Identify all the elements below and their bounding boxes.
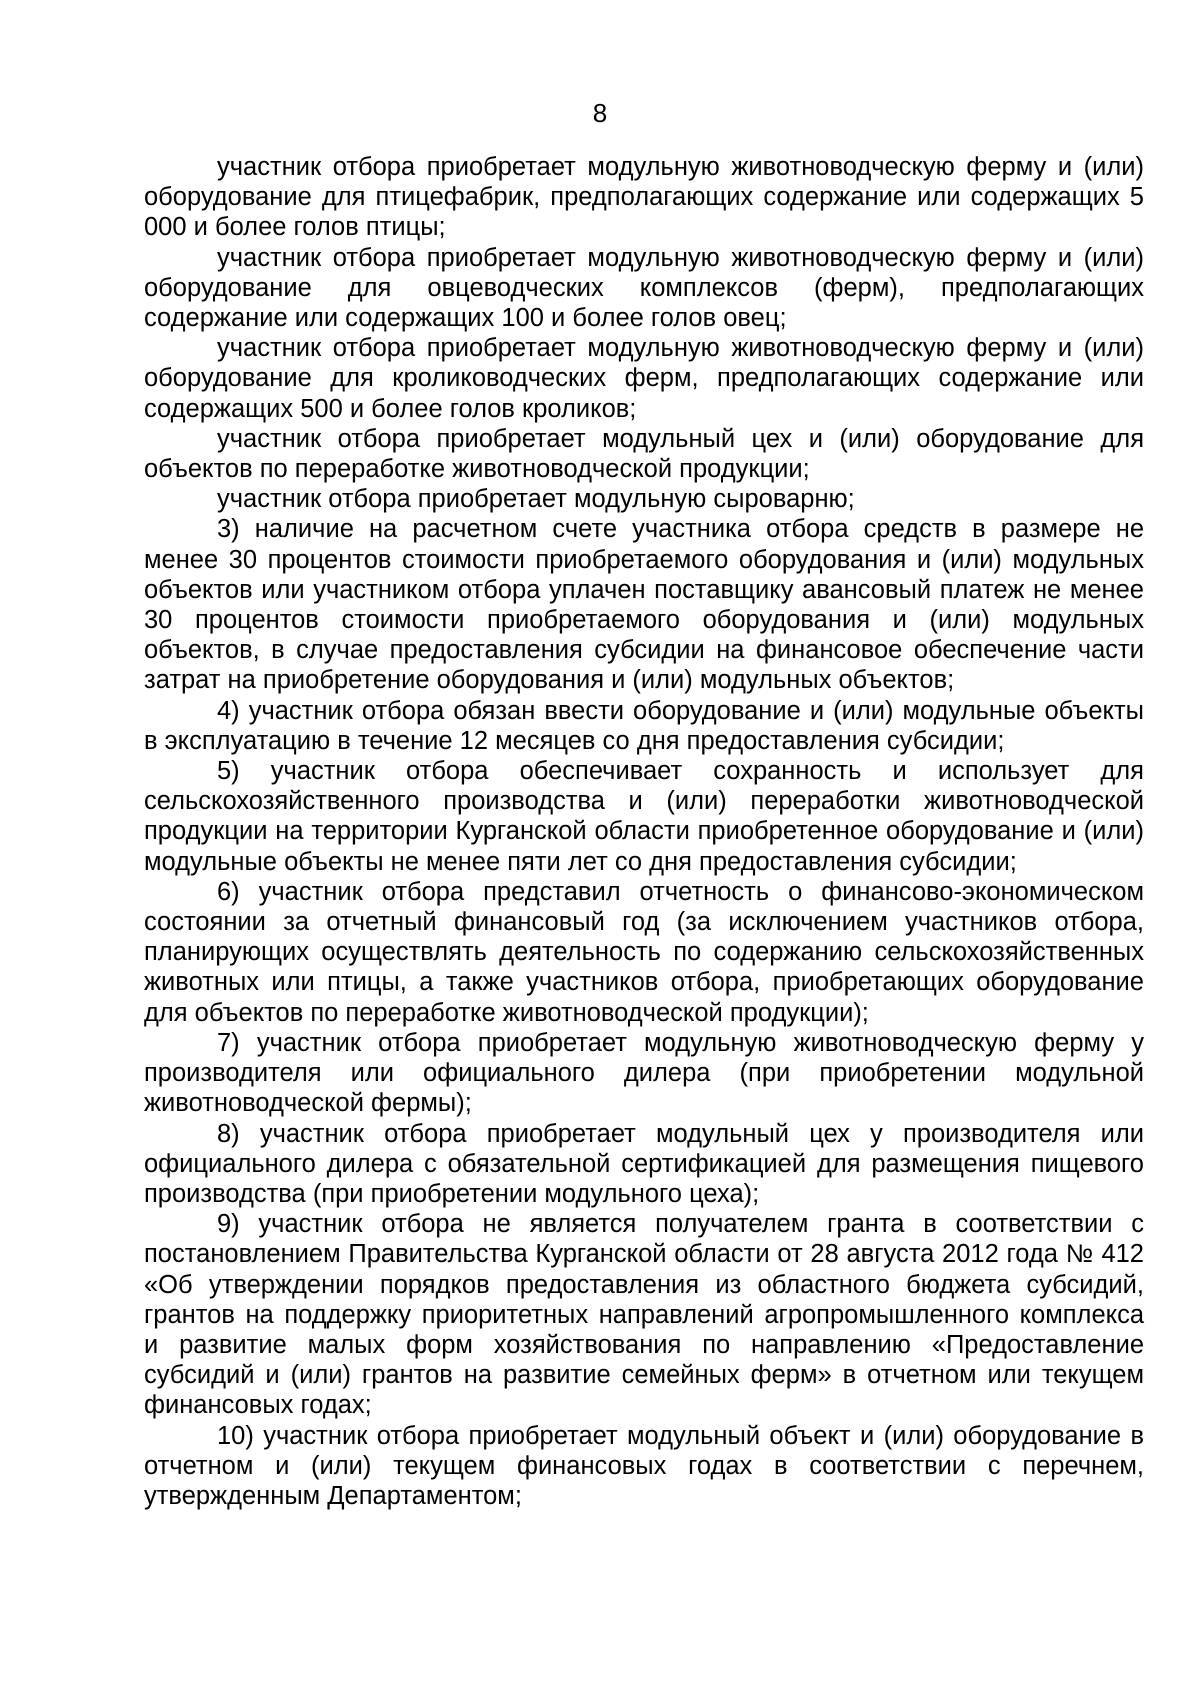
- paragraph-item-4: 4) участник отбора обязан ввести оборудование и (или) модульные объекты в эксплуатацию в течение 12 месяцев со дня предоставления субсидии;: [144, 696, 1144, 755]
- paragraph-rabbit-equipment: участник отбора приобретает модульную животноводческую ферму и (или) оборудование для кролиководческих ферм, предполагающих содержание или содержащих 500 и более голов кроликов;: [144, 334, 1144, 423]
- paragraph-processing-workshop: участник отбора приобретает модульный цех и (или) оборудование для объектов по переработке животноводческой продукции;: [144, 424, 1144, 484]
- paragraph-item-5: 5) участник отбора обеспечивает сохранность и использует для сельскохозяйственного производства и (или) переработки животноводческой продукции на территории Курганской области приобретенное оборудование и (или) модульные объекты не менее пяти лет со дня предоставления субсидии;: [144, 757, 1144, 876]
- paragraph-item-9: 9) участник отбора не является получателем гранта в соответствии с постановлением Правительства Курганской области от 28 августа 2012 года № 412 «Об утверждении порядков предоставления из областного бюджета субсидий, грантов на поддержку приоритетных направлений агропромышленного комплекса и развитие малых форм хозяйствования по направлению «Предоставление субсидий и (или) грантов на развитие семейных ферм» в отчетном или текущем финансовых годах;: [144, 1210, 1144, 1420]
- paragraph-cheese-dairy: участник отбора приобретает модульную сыроварню;: [217, 485, 855, 514]
- paragraph-sheep-equipment: участник отбора приобретает модульную животноводческую ферму и (или) оборудование для овцеводческих комплексов (ферм), предполагающих содержание или содержащих 100 и более голов овец;: [144, 243, 1144, 333]
- page-number: 8: [592, 98, 608, 128]
- document-body: [144, 152, 1144, 1511]
- paragraph-item-10: 10) участник отбора приобретает модульный объект и (или) оборудование в отчетном и (или) текущем финансовых годах в соответствии с перечнем, утвержденным Департаментом;: [144, 1421, 1144, 1510]
- paragraph-item-8: 8) участник отбора приобретает модульный цех у производителя или официального дилера с обязательной сертификацией для размещения пищевого производства (при приобретении модульного цеха);: [144, 1119, 1144, 1208]
- paragraph-item-7: 7) участник отбора приобретает модульную животноводческую ферму у производителя или официального дилера (при приобретении модульной животноводческой фермы);: [144, 1028, 1144, 1118]
- paragraph-poultry-equipment: участник отбора приобретает модульную животноводческую ферму и (или) оборудование для птицефабрик, предполагающих содержание или содержащих 5 000 и более голов птицы;: [144, 153, 1144, 242]
- paragraph-item-3: 3) наличие на расчетном счете участника отбора средств в размере не менее 30 процентов стоимости приобретаемого оборудования и (или) модульных объектов или участником отбора уплачен поставщику авансовый платеж не менее 30 процентов стоимости приобретаемого оборудования и (или) модульных объектов, в случае предоставления субсидии на финансовое обеспечение части затрат на приобретение оборудования и (или) модульных объектов;: [144, 515, 1144, 695]
- paragraph-item-6: 6) участник отбора представил отчетность о финансово-экономическом состоянии за отчетный финансовый год (за исключением участников отбора, планирующих осуществлять деятельность по содержанию сельскохозяйственных животных или птицы, а также участников отбора, приобретающих оборудование для объектов по переработке животноводческой продукции);: [144, 877, 1144, 1027]
